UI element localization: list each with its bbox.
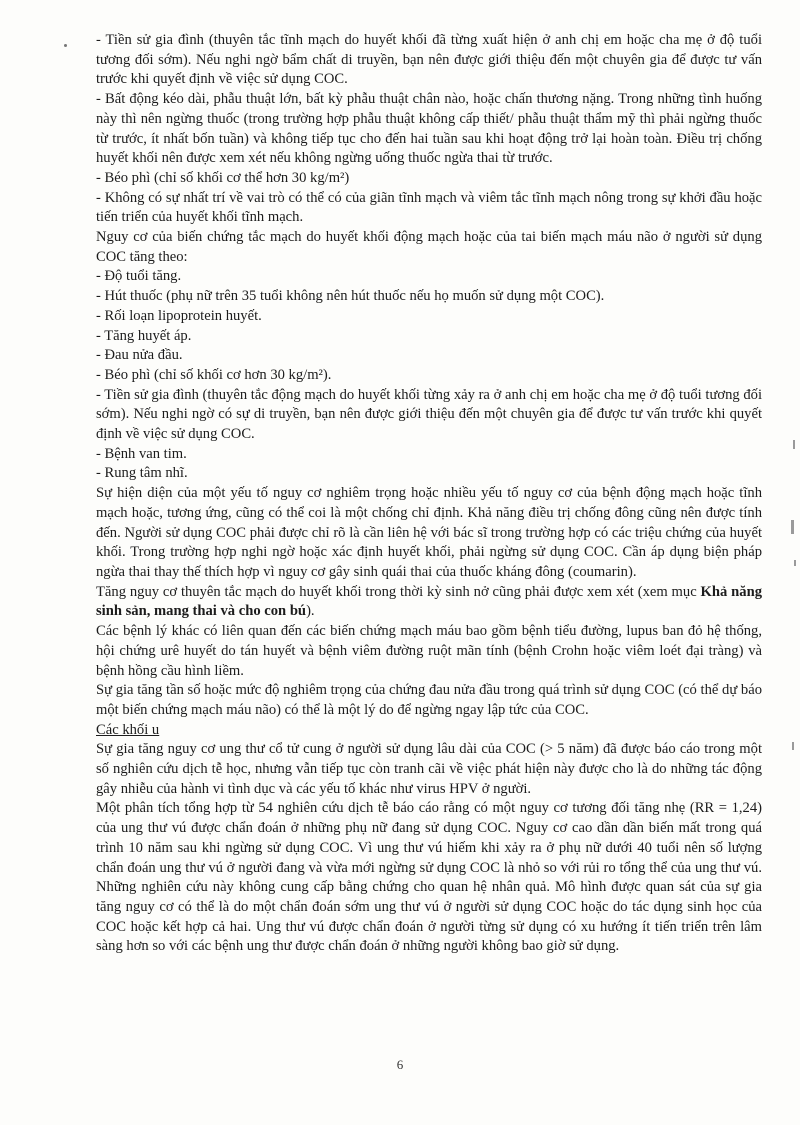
paragraph: - Tiền sử gia đình (thuyên tắc tĩnh mạch do huyết khối đã từng xuất hiện ở anh chị em hoặc cha mẹ ở độ tuổi tương đối sớm). Nếu nghi ngờ bẩm chất di truyền, bạn nên được giới thiệu đến một chuyên gia để được tư vấn trước khi quyết định về việc sử dụng COC. bbox=[96, 32, 762, 88]
scan-edge-mark bbox=[792, 742, 794, 750]
list-item: - Hút thuốc (phụ nữ trên 35 tuổi không nên hút thuốc nếu họ muốn sử dụng một COC). bbox=[96, 288, 605, 305]
scan-edge-mark bbox=[791, 520, 794, 534]
bold-reference: Khả năng sinh sản, mang thai và cho con bú bbox=[96, 583, 762, 620]
paragraph: Sự gia tăng tần số hoặc mức độ nghiêm trọng của chứng đau nửa đầu trong quá trình sử dụng COC (có thể dự báo một biến chứng mạch máu não) có thể là một lý do để ngừng ngay lập tức của COC. bbox=[96, 682, 762, 718]
list-item: - Béo phì (chỉ số khối cơ hơn 30 kg/m²). bbox=[96, 366, 332, 383]
list-item: - Đau nửa đầu. bbox=[96, 347, 183, 364]
scan-speck bbox=[64, 44, 67, 47]
paragraph: - Bất động kéo dài, phẫu thuật lớn, bất kỳ phẫu thuật chân nào, hoặc chấn thương nặng. Trong những tình huống này thì nên ngừng thuốc (trong trường hợp phẫu thuật không cấp thiết/ phẫu thuật thẩm mỹ thì phải ngừng thuốc từ trước, ít nhất bốn tuần) và không tiếp tục cho đến hai tuần sau khi hoạt động trở lại hoàn toàn. Điều trị chống huyết khối nên được xem xét nếu không ngừng uống thuốc ngừa thai từ trước. bbox=[96, 91, 762, 167]
list-item: - Rối loạn lipoprotein huyết. bbox=[96, 307, 262, 324]
list-item: - Độ tuổi tăng. bbox=[96, 268, 182, 285]
scan-edge-mark bbox=[794, 560, 796, 566]
page-number: 6 bbox=[396, 1057, 404, 1072]
paragraph: - Không có sự nhất trí về vai trò có thể có của giãn tĩnh mạch và viêm tắc tĩnh mạch nông trong sự khởi đầu hoặc tiến triển của huyết khối tĩnh mạch. bbox=[96, 189, 762, 226]
text-run: Tăng nguy cơ thuyên tắc mạch do huyết khối trong thời kỳ sinh nở cũng phải được xem xét (xem mục bbox=[96, 583, 701, 600]
paragraph: Nguy cơ của biến chứng tắc mạch do huyết khối động mạch hoặc của tai biến mạch máu não ở người sử dụng COC tăng theo: bbox=[96, 229, 762, 265]
paragraph: Sự gia tăng nguy cơ ung thư cổ tử cung ở người sử dụng lâu dài của COC (> 5 năm) đã được báo cáo trong một số nghiên cứu dịch tễ học, nhưng vẫn tiếp tục còn tranh cãi về việc phát hiện này được cho là do những tác động gây nhiễu của hành vi tình dục và các yếu tố khác như virus HPV ở người. bbox=[96, 741, 762, 797]
list-item: - Rung tâm nhĩ. bbox=[96, 465, 188, 482]
list-item: - Tiền sử gia đình (thuyên tắc động mạch do huyết khối từng xảy ra ở anh chị em hoặc cha mẹ ở độ tuổi tương đối sớm). Nếu nghi ngờ có sự di truyền, bạn nên được giới thiệu đến một chuyên gia để được tư vấn trước khi quyết định về việc sử dụng COC. bbox=[96, 386, 762, 443]
paragraph: Các bệnh lý khác có liên quan đến các biến chứng mạch máu bao gồm bệnh tiểu đường, lupus ban đỏ hệ thống, hội chứng urê huyết do tán huyết và bệnh viêm đường ruột mãn tính (bệnh Crohn hoặc viêm loét đại tràng) và bệnh hồng cầu hình liềm. bbox=[96, 623, 762, 679]
paragraph: Sự hiện diện của một yếu tố nguy cơ nghiêm trọng hoặc nhiều yếu tố nguy cơ của bệnh động mạch hoặc tĩnh mạch hoặc, tương ứng, cũng có thể coi là một chống chỉ định. Khả năng điều trị chống đông cũng nên được tính đến. Người sử dụng COC phải được chỉ rõ là cần liên hệ với bác sĩ trong trường hợp có các triệu chứng của huyết khối. Trong trường hợp nghi ngờ hoặc xác định huyết khối, phải ngừng sử dụng COC. Cần áp dụng biện pháp ngừa thai thay thế thích hợp vì nguy cơ gây sinh quái thai của thuốc kháng đông (coumarin). bbox=[96, 485, 762, 580]
scan-edge-mark bbox=[793, 440, 795, 449]
body-text bbox=[96, 31, 762, 957]
list-item: - Tăng huyết áp. bbox=[96, 327, 192, 344]
paragraph: Một phân tích tổng hợp từ 54 nghiên cứu dịch tễ báo cáo rằng có một nguy cơ tương đối tăng nhẹ (RR = 1,24) của ung thư vú được chẩn đoán ở những phụ nữ đang sử dụng COC. Nguy cơ cao dần dần biến mất trong quá trình 10 năm sau khi ngừng sử dụng COC. Vì ung thư vú hiếm khi xảy ra ở phụ nữ dưới 40 tuổi nên số lượng chẩn đoán ung thư vú ở người đang và vừa mới ngừng sử dụng COC là nhỏ so với rủi ro tổng thể của ung thư vú. Những nghiên cứu này không cung cấp bằng chứng cho quan hệ nhân quả. Mô hình được quan sát của sự gia tăng nguy cơ có thể là do một chẩn đoán sớm ung thư vú ở người sử dụng COC hoặc do tác dụng sinh học của COC hoặc kết hợp cả hai. Ung thư vú được chẩn đoán ở người từng sử dụng có xu hướng ít tiến triển trên lâm sàng hơn so với các bệnh ung thư được chẩn đoán ở những người không bao giờ sử dụng. bbox=[96, 800, 762, 955]
paragraph: - Béo phì (chỉ số khối cơ thể hơn 30 kg/m²) bbox=[96, 169, 350, 186]
list-item: - Bệnh van tim. bbox=[96, 445, 187, 462]
section-heading: Các khối u bbox=[96, 721, 160, 738]
paragraph bbox=[96, 583, 762, 622]
text-run: ). bbox=[306, 603, 315, 620]
